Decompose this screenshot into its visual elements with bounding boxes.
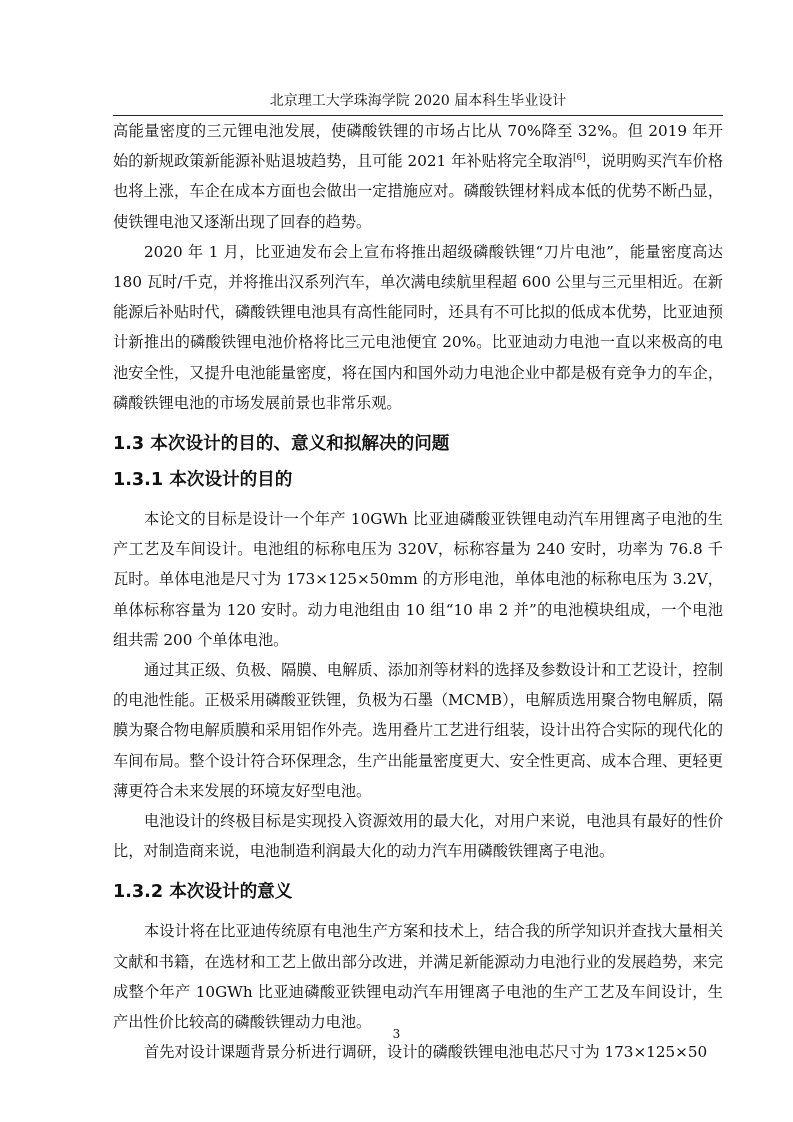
paragraph-4: 通过其正级、负极、隔膜、电解质、添加剂等材料的选择及参数设计和工艺设计，控制的电池性能。正极采用磷酸亚铁锂，负极为石墨（MCMB），电解质选用聚合物电解质，隔膜为聚合物电解质膜和采用铝作外壳。选用叠片工艺进行组装，设计出符合实际的现代化的车间布局。整个设计符合环保理念，生产出能量密度更大、安全性更高、成本合理、更轻更薄更符合未来发展的环境友好型电池。: [113, 661, 723, 800]
paragraph-5: 电池设计的终极目标是实现投入资源效用的最大化，对用户来说，电池具有最好的性价比，对制造商来说，电池制造利润最大化的动力汽车用磷酸铁锂离子电池。: [113, 812, 723, 861]
paragraph-1: [113, 116, 723, 237]
citation-ref: [6]: [573, 153, 586, 164]
paragraph-6: 本设计将在比亚迪传统原有电池生产方案和技术上，结合我的所学知识并查找大量相关文献和书籍，在选材和工艺上做出部分改进，并满足新能源动力电池行业的发展趋势，来完成整个年产 10GWh 比亚迪磷酸亚铁锂电动汽车用锂离子电池的生产工艺及车间设计，生产出性价比较高的磷酸铁锂动力电池。: [113, 922, 723, 1032]
header-title: 北京理工大学珠海学院 2020 届本科生毕业设计: [269, 93, 567, 109]
page-number: 3: [392, 1027, 401, 1041]
page-header: [113, 92, 723, 110]
paragraph-1-text-a: 高能量密度的三元锂电池发展，使磷酸铁锂的市场占比从 70%降至 32%。但 2019 年开始的新规政策新能源补贴退坡趋势，且可能 2021 年补贴将完全取消: [113, 122, 723, 171]
page-body: [113, 116, 723, 1067]
paragraph-1-text-b: ，说明购买汽车价格也将上涨，车企在成本方面也会做出一定措施应对。磷酸铁锂材料成本低的优势不断凸显，使铁锂电池又逐渐出现了回春的趋势。: [113, 152, 724, 231]
paragraph-2: 2020 年 1 月，比亚迪发布会上宣布将推出超级磷酸铁锂“刀片电池”，能量密度高达 180 瓦时/千克，并将推出汉系列汽车，单次满电续航里程超 600 公里与三元里相近。在新能源后补贴时代，磷酸铁锂电池具有高性能同时，还具有不可比拟的低成本优势，比亚迪预计新推出的磷酸铁锂电池价格将比三元电池便宜 20%。比亚迪动力电池一直以来极高的电池安全性，又提升电池能量密度，将在国内和国外动力电池企业中都是极有竞争力的车企，磷酸铁锂电池的市场发展前景也非常乐观。: [113, 242, 723, 412]
subsection-heading-1-3-1: 1.3.1 本次设计的目的: [113, 470, 293, 491]
section-heading-1-3: 1.3 本次设计的目的、意义和拟解决的问题: [113, 434, 450, 455]
paragraph-7: 首先对设计课题背景分析进行调研，设计的磷酸铁锂电池电芯尺寸为 173×125×50: [144, 1043, 708, 1062]
subsection-heading-1-3-2: 1.3.2 本次设计的意义: [113, 882, 293, 903]
paragraph-3: 本论文的目标是设计一个年产 10GWh 比亚迪磷酸亚铁锂电动汽车用锂离子电池的生产工艺及车间设计。电池组的标称电压为 320V，标称容量为 240 安时，功率为 76.8 千瓦时。单体电池是尺寸为 173×125×50mm 的方形电池，单体电池的标称电压为 3.2V，单体标称容量为 120 安时。动力电池组由 10 组“10 串 2 并”的电池模块组成，一个电池组共需 200 个单体电池。: [113, 510, 723, 649]
